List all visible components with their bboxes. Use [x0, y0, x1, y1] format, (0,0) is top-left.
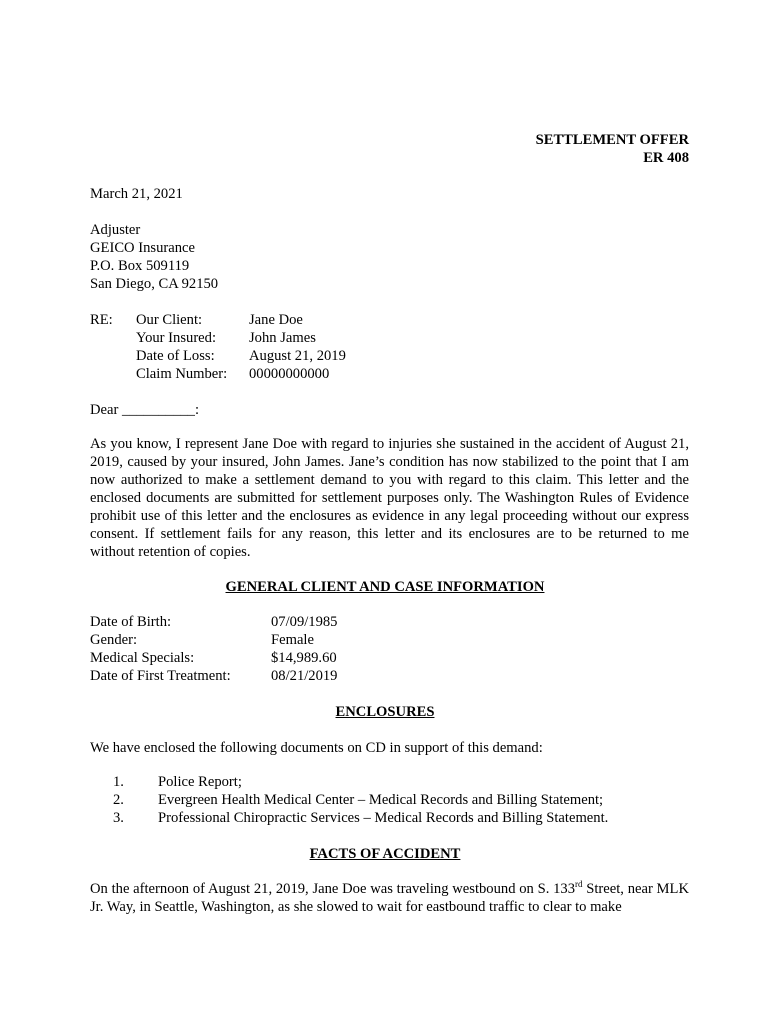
info-label: Medical Specials: — [90, 650, 195, 666]
list-item: Professional Chiropractic Services – Medical Records and Billing Statement. — [158, 810, 609, 826]
re-row-label: Your Insured: — [136, 330, 217, 346]
info-value: 07/09/1985 — [271, 614, 338, 630]
re-row-value: August 21, 2019 — [249, 348, 346, 364]
salutation: Dear __________: — [90, 402, 200, 418]
facts-heading: FACTS OF ACCIDENT — [309, 846, 461, 862]
re-row-label: Our Client: — [136, 312, 203, 328]
info-label: Date of Birth: — [90, 614, 172, 630]
recipient-line: GEICO Insurance — [90, 240, 195, 256]
document-title: SETTLEMENT OFFER — [535, 132, 689, 148]
facts-paragraph — [90, 880, 689, 916]
re-row-value: Jane Doe — [249, 312, 303, 328]
recipient-line: P.O. Box 509119 — [90, 258, 190, 274]
general-info-heading: GENERAL CLIENT AND CASE INFORMATION — [225, 579, 545, 595]
intro-paragraph: As you know, I represent Jane Doe with regard to injuries she sustained in the accident of August 21, 2019, caused by your insured, John James. Jane’s condition has now stabilized to the point that I am now authorized to make a settlement demand to you with regard to this claim. This letter and the enclosed documents are submitted for settlement purposes only. The Washington Rules of Evidence prohibit use of this letter and the enclosures as evidence in any legal proceeding without our express consent. If settlement fails for any reason, this letter and its enclosures are to be returned to me without retention of copies. — [90, 436, 689, 560]
document-code: ER 408 — [643, 150, 689, 166]
re-row-label: Date of Loss: — [136, 348, 215, 364]
recipient-line: Adjuster — [90, 222, 141, 238]
facts-superscript: rd — [575, 879, 583, 890]
facts-text-before: On the afternoon of August 21, 2019, Jane Doe was traveling westbound on S. 133 — [90, 881, 575, 897]
re-label: RE: — [90, 312, 113, 328]
info-value: $14,989.60 — [271, 650, 337, 666]
re-row-label: Claim Number: — [136, 366, 228, 382]
re-row-value: John James — [249, 330, 316, 346]
list-item-number: 2. — [113, 792, 124, 808]
enclosures-intro: We have enclosed the following documents on CD in support of this demand: — [90, 740, 543, 756]
info-value: Female — [271, 632, 314, 648]
facts-text-after: Street, near MLK Jr. Way, in Seattle, Washington, as she slowed to wait for eastbound traffic to clear to make — [90, 881, 689, 915]
enclosures-heading: ENCLOSURES — [335, 704, 435, 720]
info-label: Gender: — [90, 632, 138, 648]
info-label: Date of First Treatment: — [90, 668, 231, 684]
list-item: Evergreen Health Medical Center – Medical Records and Billing Statement; — [158, 792, 604, 808]
recipient-line: San Diego, CA 92150 — [90, 276, 219, 292]
list-item-number: 1. — [113, 774, 124, 790]
list-item-number: 3. — [113, 810, 124, 826]
info-value: 08/21/2019 — [271, 668, 338, 684]
list-item: Police Report; — [158, 774, 242, 790]
letter-date: March 21, 2021 — [90, 186, 183, 202]
re-row-value: 00000000000 — [249, 366, 330, 382]
